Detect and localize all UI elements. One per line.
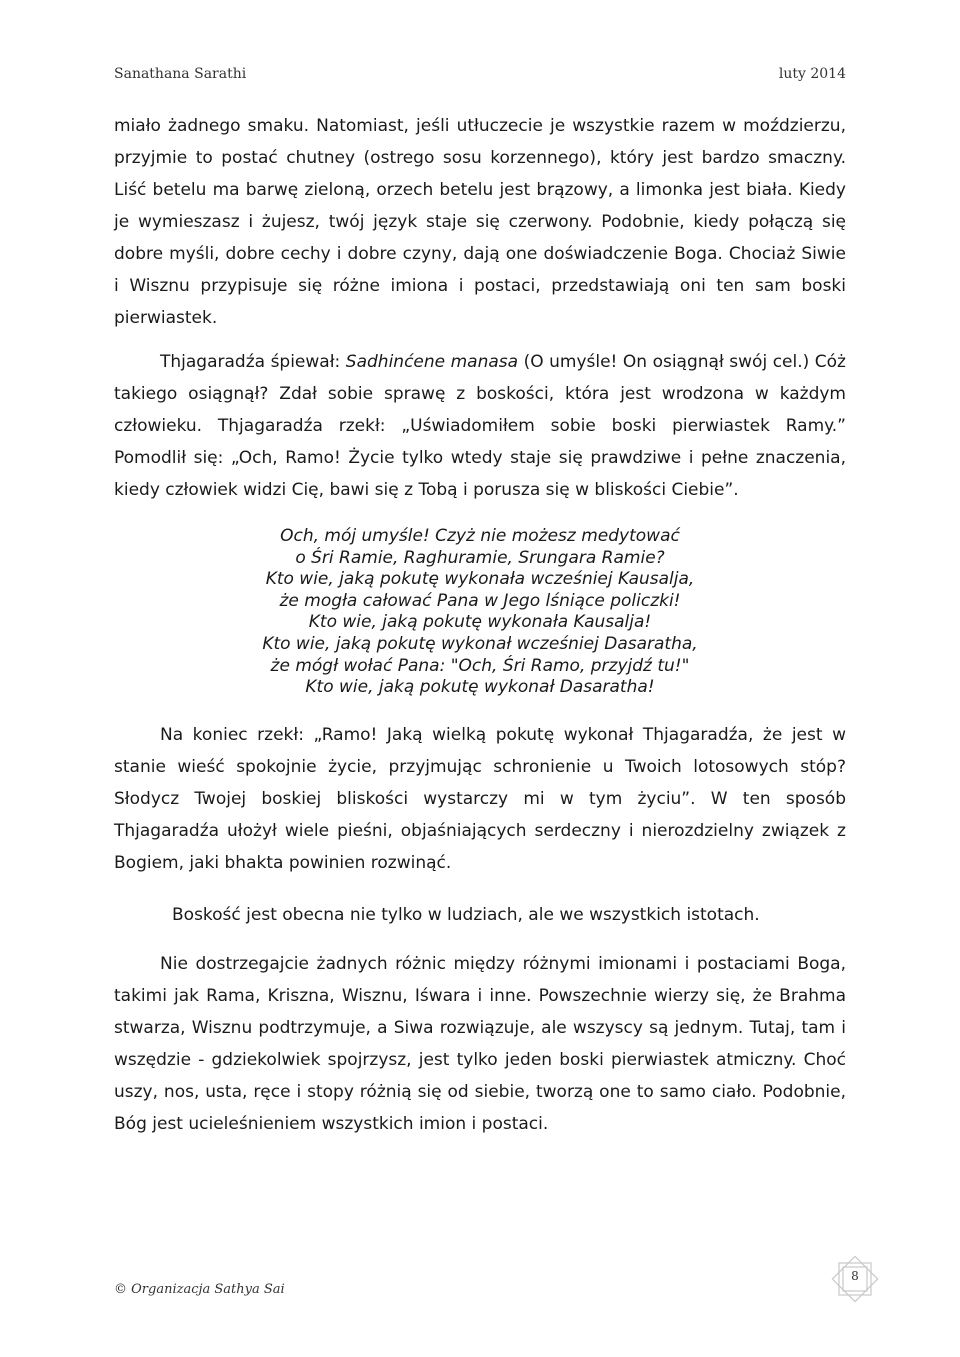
copyright-notice: © Organizacja Sathya Sai (114, 1282, 285, 1297)
paragraph-4: Nie dostrzegajcie żadnych różnic między różnymi imionami i postaciami Boga, takimi jak Rama, Kriszna, Wisznu, Iśwara i inne. Powszechnie wierzy się, że Brahma stwarza, Wisznu podtrzymuje, a Siwa rozwiązuje, ale wszyscy są jednym. Tutaj, tam i wszędzie - gdziekolwiek spojrzysz, jest tylko jeden boski pierwiastek atmiczny. Choć uszy, nos, usta, ręce i stopy różnią się od siebie, tworzą one to samo ciało. Podobnie, Bóg jest ucieleśnieniem wszystkich imion i postaci. (114, 953, 846, 1134)
highlight-statement: Boskość jest obecna nie tylko w ludziach, ale we wszystkich istotach. (172, 904, 760, 925)
page-number: 8 (851, 1269, 859, 1283)
publication-title: Sanathana Sarathi (114, 66, 247, 82)
poem-line: Kto wie, jaką pokutę wykonała wcześniej Kausalja, (265, 569, 695, 590)
poem-line: że mógł wołać Pana: "Och, Śri Ramo, przyjdź tu!" (270, 655, 690, 676)
page-header (114, 66, 846, 88)
poem-line: Kto wie, jaką pokutę wykonał wcześniej Dasaratha, (262, 633, 698, 654)
poem-line: że mogła całować Pana w Jego lśniące policzki! (279, 590, 681, 611)
song-title: Sadhinćene manasa (345, 352, 519, 372)
paragraph-2-lead: Thjagaradźa śpiewał: (160, 352, 346, 372)
poem-line: Kto wie, jaką pokutę wykonała Kausalja! (308, 612, 652, 633)
article-body (114, 110, 846, 1140)
poem-line: Och, mój umyśle! Czyż nie możesz medytować (280, 526, 680, 546)
paragraph-1: miało żadnego smaku. Natomiast, jeśli utłuczecie je wszystkie razem w moździerzu, przyjmie to postać chutney (ostrego sosu korzennego), który jest bardzo smaczny. Liść betelu ma barwę zieloną, orzech betelu jest brązowy, a limonka jest biała. Kiedy je wymieszasz i żujesz, twój język staje się czerwony. Podobnie, kiedy połączą się dobre myśli, dobre cechy i dobre czyny, dają one doświadczenie Boga. Chociaż Siwie i Wisznu przypisuje się różne imiona i postaci, przedstawiają oni ten sam boski pierwiastek. (114, 116, 846, 328)
paragraph-3: Na koniec rzekł: „Ramo! Jaką wielką pokutę wykonał Thjagaradźa, że jest w stanie wieść spokojnie życie, przyjmując schronienie u Twoich lotosowych stóp? Słodycz Twojej boskiej bliskości wystarczy mi w tym życiu”. W ten sposób Thjagaradźa ułożył wiele pieśni, objaśniających serdeczny i nierozdzielny związek z Bogiem, jaki bhakta powinien rozwinąć. (114, 724, 846, 873)
paragraph-2 (114, 346, 846, 506)
poem-line: Kto wie, jaką pokutę wykonał Dasaratha! (305, 677, 655, 698)
poem-line: o Śri Ramie, Raghuramie, Srungara Ramie? (295, 547, 665, 568)
paragraph-2-rest: (O umyśle! On osiągnął swój cel.) Cóż takiego osiągnął? Zdał sobie sprawę z boskości, która jest wrodzona w każdym człowieku. Thjagaradźa rzekł: „Uświadomiłem sobie boski pierwiastek Ramy.” Pomodlił się: „Och, Ramo! Życie tylko wtedy staje się prawdziwe i pełne znaczenia, kiedy człowiek widzi Cię, bawi się z Tobą i porusza się w bliskości Ciebie”. (114, 352, 846, 500)
poem (114, 526, 846, 699)
issue-date: luty 2014 (778, 66, 846, 82)
